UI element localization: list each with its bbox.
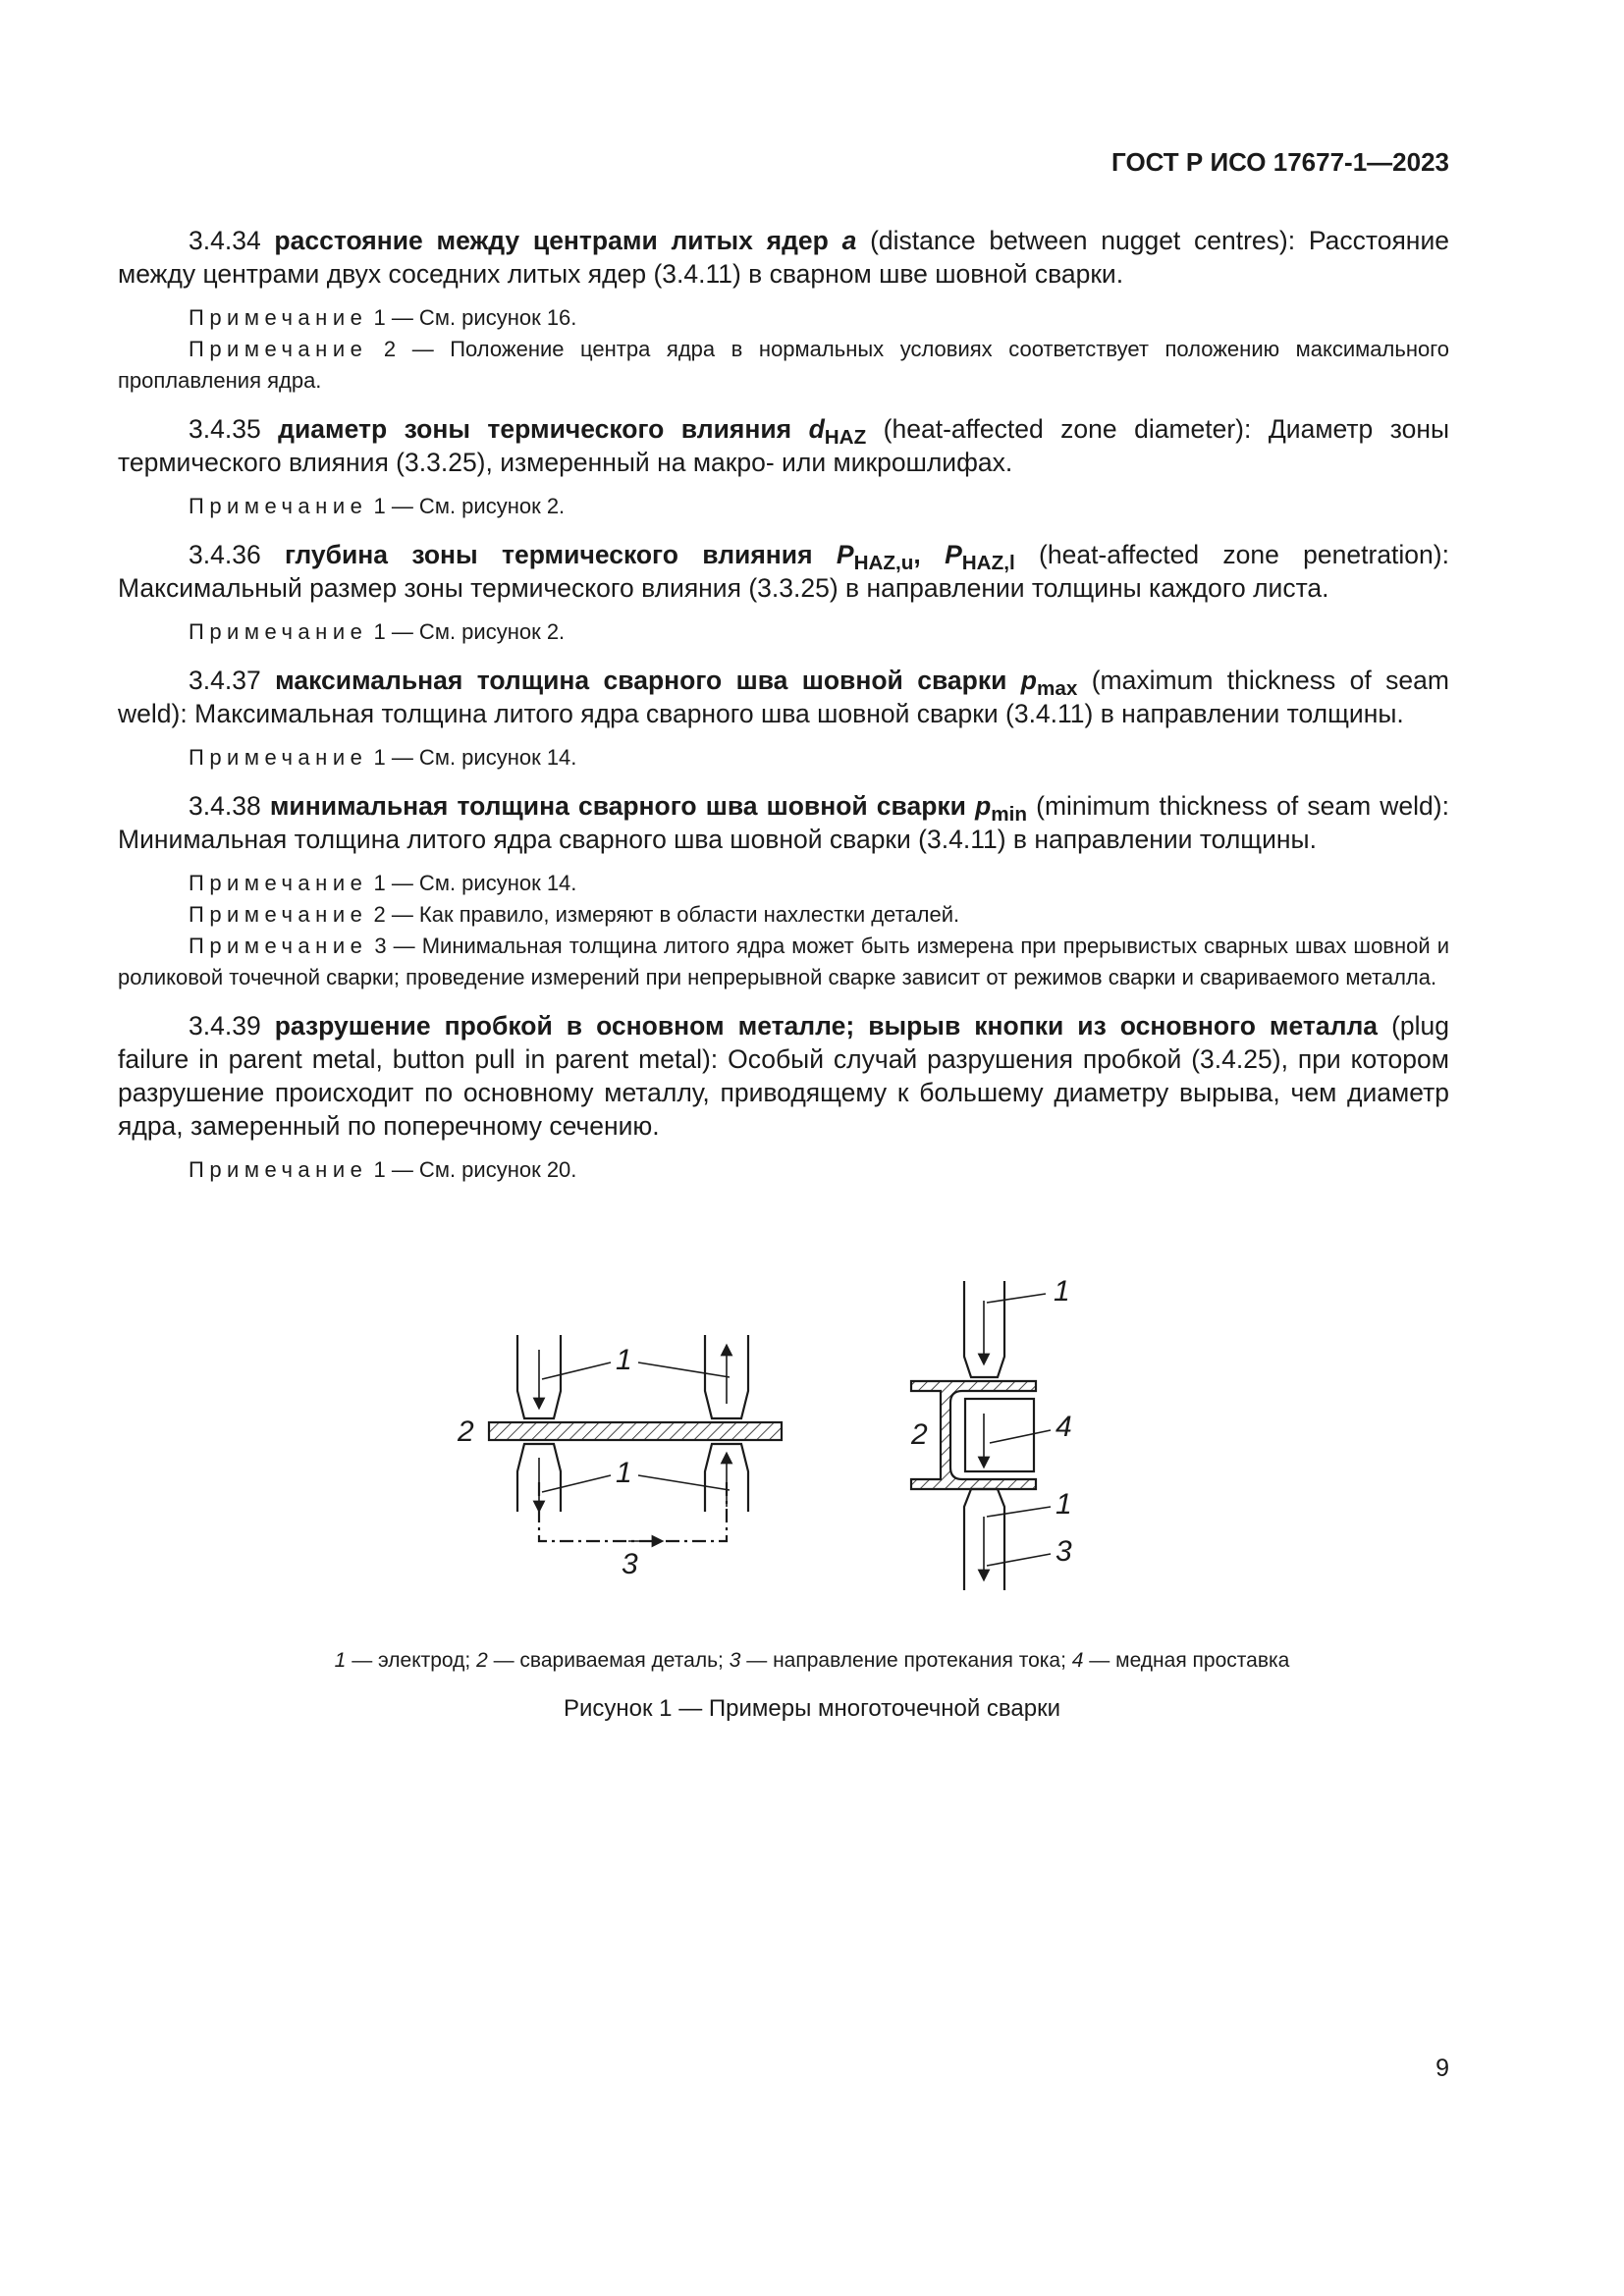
note-text: 2 — Как правило, измеряют в области нахлестки деталей. xyxy=(373,902,960,927)
term-name: расстояние между центрами литых ядер xyxy=(274,226,829,255)
note-text: 1 — См. рисунок 20. xyxy=(373,1157,577,1182)
term-name: диаметр зоны термического влияния xyxy=(278,414,792,444)
term-paragraph: 3.4.36 глубина зоны термического влияния $P_{HAZ,u}$, $P_{HAZ,l}$ (heat-affected zone penetration): Максимальный размер зоны термического влияния (3.3.25) в направлении толщины каждого листа. xyxy=(118,540,1449,603)
term-english: (maximum thickness of seam weld): xyxy=(118,666,1449,728)
multi-spot-welding-figure xyxy=(422,1261,1208,1615)
note xyxy=(118,899,1449,931)
note xyxy=(118,868,1449,899)
term-symbol: a xyxy=(841,226,857,255)
term-entry xyxy=(118,1009,1449,1186)
term-name: разрушение пробкой в основном металле; вырыв кнопки из основного металла xyxy=(274,1011,1379,1041)
figure-legend xyxy=(0,1649,1624,1673)
note-text: 1 — См. рисунок 16. xyxy=(373,305,577,330)
figure-caption: Рисунок 1 — Примеры многоточечной сварки xyxy=(564,1695,1060,1722)
notes xyxy=(118,491,1449,522)
term-english: (minimum thickness of seam weld): xyxy=(1036,791,1449,821)
term-english: (heat-affected zone diameter): xyxy=(883,414,1252,444)
workpiece-sheet xyxy=(489,1422,782,1440)
label-4: 4 xyxy=(1056,1411,1072,1443)
term-number: 3.4.37 xyxy=(189,666,261,695)
note xyxy=(118,1154,1449,1186)
term-symbol-sub: HAZ xyxy=(824,425,867,449)
term-name: глубина зоны термического влияния xyxy=(285,540,813,569)
note-text: 1 — См. рисунок 14. xyxy=(373,745,577,770)
note-label: Примечание xyxy=(189,619,368,644)
page-number: 9 xyxy=(1435,2055,1449,2082)
note-label: Примечание xyxy=(189,305,368,330)
notes xyxy=(118,302,1449,397)
term-english: (heat-affected zone penetration): xyxy=(1039,540,1449,569)
term-entry xyxy=(118,664,1449,774)
note-label: Примечание xyxy=(189,337,368,361)
term-symbol-sub: min xyxy=(991,802,1028,826)
legend-num: 4 xyxy=(1071,1649,1084,1672)
term-entry xyxy=(118,538,1449,648)
term-symbol: P xyxy=(836,540,854,569)
note xyxy=(118,742,1449,774)
note-text: 1 — См. рисунок 14. xyxy=(373,871,577,895)
label-1: 1 xyxy=(616,1344,632,1376)
note xyxy=(118,616,1449,648)
term-definition: Минимальная толщина литого ядра сварного шва шовной сварки (3.4.11) в направлении толщины. xyxy=(118,825,1317,854)
term-symbol-sub: HAZ,u xyxy=(853,551,914,574)
term-symbol-2: P xyxy=(945,540,962,569)
term-paragraph xyxy=(118,412,1449,479)
note xyxy=(118,491,1449,522)
term-number: 3.4.38 xyxy=(189,791,261,821)
term-definition: Максимальный размер зоны термического влияния (3.3.25) в направлении толщины каждого листа. xyxy=(118,573,1329,603)
terms-section xyxy=(118,224,1449,1201)
legend-text: — электрод; xyxy=(346,1649,477,1672)
notes xyxy=(118,742,1449,774)
note-text: 1 — См. рисунок 2. xyxy=(373,494,566,518)
term-definition: Максимальная толщина литого ядра сварного шва шовной сварки (3.4.11) в направлении толщины. xyxy=(194,699,1404,728)
label-1: 1 xyxy=(1056,1488,1072,1521)
legend-text: — направление протекания тока; xyxy=(740,1649,1072,1672)
notes xyxy=(118,616,1449,648)
legend-num: 2 xyxy=(476,1649,488,1672)
term-symbol: p xyxy=(1020,666,1037,695)
term-paragraph xyxy=(118,1009,1449,1143)
note xyxy=(118,334,1449,397)
note-label: Примечание xyxy=(189,934,368,958)
term-entry xyxy=(118,789,1449,993)
term-symbol: p xyxy=(975,791,992,821)
legend-text: — свариваемая деталь; xyxy=(487,1649,730,1672)
label-3: 3 xyxy=(1056,1535,1072,1568)
term-entry xyxy=(118,224,1449,397)
term-name: минимальная толщина сварного шва шовной сварки xyxy=(269,791,966,821)
term-symbol-sub: max xyxy=(1036,676,1078,700)
term-english: (plug failure in parent metal, button pull in parent metal): xyxy=(118,1011,1449,1074)
legend-text: — медная проставка xyxy=(1083,1649,1290,1672)
label-1: 1 xyxy=(1054,1275,1070,1308)
term-number: 3.4.34 xyxy=(189,226,261,255)
note-text: 1 — См. рисунок 2. xyxy=(373,619,566,644)
term-symbol: d xyxy=(808,414,825,444)
term-number: 3.4.36 xyxy=(189,540,261,569)
label-1: 1 xyxy=(616,1457,632,1489)
term-name: максимальная толщина сварного шва шовной сварки xyxy=(275,666,1007,695)
note-label: Примечание xyxy=(189,1157,368,1182)
term-paragraph xyxy=(118,664,1449,730)
note-label: Примечание xyxy=(189,871,368,895)
note xyxy=(118,931,1449,993)
legend-num: 1 xyxy=(334,1649,347,1672)
label-2: 2 xyxy=(458,1415,474,1448)
note-label: Примечание xyxy=(189,902,368,927)
term-definition: Диаметр зоны термического влияния (3.3.25), измеренный на макро- или микрошлифах. xyxy=(118,414,1450,477)
term-symbol-2-sub: HAZ,l xyxy=(961,551,1015,574)
note xyxy=(118,302,1449,334)
legend-num: 3 xyxy=(729,1649,741,1672)
current-path xyxy=(539,1482,727,1541)
term-paragraph xyxy=(118,789,1449,856)
term-entry xyxy=(118,412,1449,522)
standard-header: ГОСТ Р ИСО 17677-1—2023 xyxy=(1111,147,1449,177)
notes xyxy=(118,1154,1449,1186)
label-2: 2 xyxy=(911,1418,928,1451)
term-english: (distance between nugget centres): xyxy=(870,226,1296,255)
term-paragraph xyxy=(118,224,1449,291)
term-definition: Особый случай разрушения пробкой (3.4.25), при котором разрушение происходит по основному металлу, приводящему к большему диаметру вырыва, чем диаметр ядра, замеренный по поперечному сечению. xyxy=(118,1044,1449,1141)
note-text: 3 — Минимальная толщина литого ядра может быть измерена при прерывистых сварных швах шовной и роликовой точечной сварки; проведение измерений при непрерывной сварке зависит от режимов сварки и свариваемого металла. xyxy=(118,934,1449,989)
note-text: 2 — Положение центра ядра в нормальных условиях соответствует положению максимального проплавления ядра. xyxy=(118,337,1449,393)
notes xyxy=(118,868,1449,993)
term-number: 3.4.39 xyxy=(189,1011,261,1041)
note-label: Примечание xyxy=(189,745,368,770)
note-label: Примечание xyxy=(189,494,368,518)
term-definition: Расстояние между центрами двух соседних литых ядер (3.4.11) в сварном шве шовной сварки. xyxy=(118,226,1449,289)
label-3: 3 xyxy=(622,1548,638,1580)
term-number: 3.4.35 xyxy=(189,414,261,444)
